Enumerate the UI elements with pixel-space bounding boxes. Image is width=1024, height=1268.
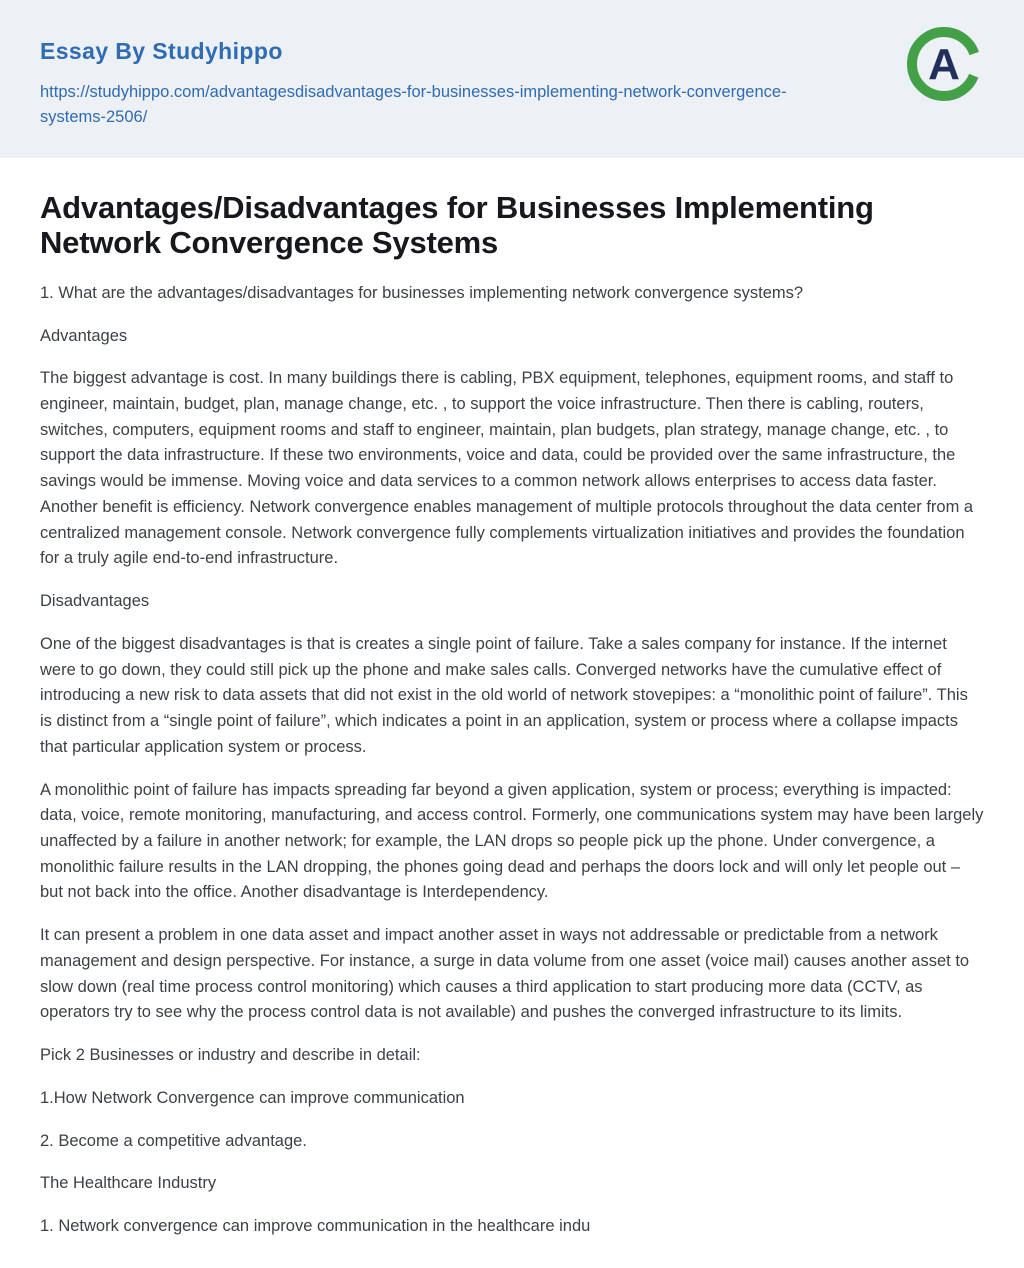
article-title: Advantages/Disadvantages for Businesses Implementing Network Convergence Systems: [40, 189, 874, 261]
paragraph: One of the biggest disadvantages is that is creates a single point of failure. Take a sales company for instance. If the internet were to go down, they could still pick up the phone and make sales calls. Converged networks have the cumulative effect of introducing a new risk to data assets that did not exist in the old world of network stovepipes: a “monolithic point of failure”. This is distinct from a “single point of failure”, which indicates a point in an application, system or process where a collapse impacts that particular application system or process.: [40, 634, 968, 756]
page-header: [0, 0, 1024, 158]
paragraph: 1.How Network Convergence can improve communication: [40, 1088, 465, 1107]
paragraph: Advantages: [40, 326, 128, 345]
studyhippo-logo: [904, 24, 984, 104]
paragraph: 1. Network convergence can improve communication in the healthcare indu: [40, 1217, 591, 1236]
page-url-link[interactable]: https://studyhippo.com/advantagesdisadvantages-for-businesses-implementing-network-convergence-systems-2506/: [40, 83, 787, 126]
logo-letter-a: A: [928, 40, 960, 89]
paragraph: A monolithic point of failure has impacts spreading far beyond a given application, system or process; everything is impacted: data, voice, remote monitoring, manufacturing, and access control. Formerly, one communications system may have been largely unaffected by a failure in another network; for example, the LAN drops so people pick up the phone. Under convergence, a monolithic failure results in the LAN dropping, the phones going dead and perhaps the doors lock and will only let people out – but not back into the office. Another disadvantage is Interdependency.: [40, 780, 984, 902]
paragraph: Disadvantages: [40, 592, 150, 611]
paragraph: 2. Become a competitive advantage.: [40, 1131, 307, 1150]
site-title: Essay By Studyhippo: [40, 38, 283, 64]
paragraph: 1. What are the advantages/disadvantages for businesses implementing network convergence systems?: [40, 283, 804, 302]
paragraph: It can present a problem in one data asset and impact another asset in ways not addressable or predictable from a network management and design perspective. For instance, a surge in data volume from one asset (voice mail) causes another asset to slow down (real time process control monitoring) which causes a third application to start producing more data (CCTV, as operators try to see why the process control data is not available) and pushes the converged infrastructure to its limits.: [40, 926, 970, 1022]
article: [0, 190, 1024, 1240]
paragraph: Pick 2 Businesses or industry and describe in detail:: [40, 1046, 421, 1065]
article-body: [40, 281, 984, 1240]
paragraph: The Healthcare Industry: [40, 1174, 217, 1193]
paragraph: The biggest advantage is cost. In many buildings there is cabling, PBX equipment, telephones, equipment rooms, and staff to engineer, maintain, budget, plan, manage change, etc. , to support the voice infrastructure. Then there is cabling, routers, switches, computers, equipment rooms and staff to engineer, maintain, plan budgets, plan strategy, manage change, etc. , to support the data infrastructure. If these two environments, voice and data, could be provided over the same infrastructure, the savings would be immense. Moving voice and data services to a common network allows enterprises to access data faster. Another benefit is efficiency. Network convergence enables management of multiple protocols throughout the data center from a centralized management console. Network convergence fully complements virtualization initiatives and provides the foundation for a truly agile end-to-end infrastructure.: [40, 369, 974, 568]
studyhippo-logo-icon: [904, 24, 984, 104]
